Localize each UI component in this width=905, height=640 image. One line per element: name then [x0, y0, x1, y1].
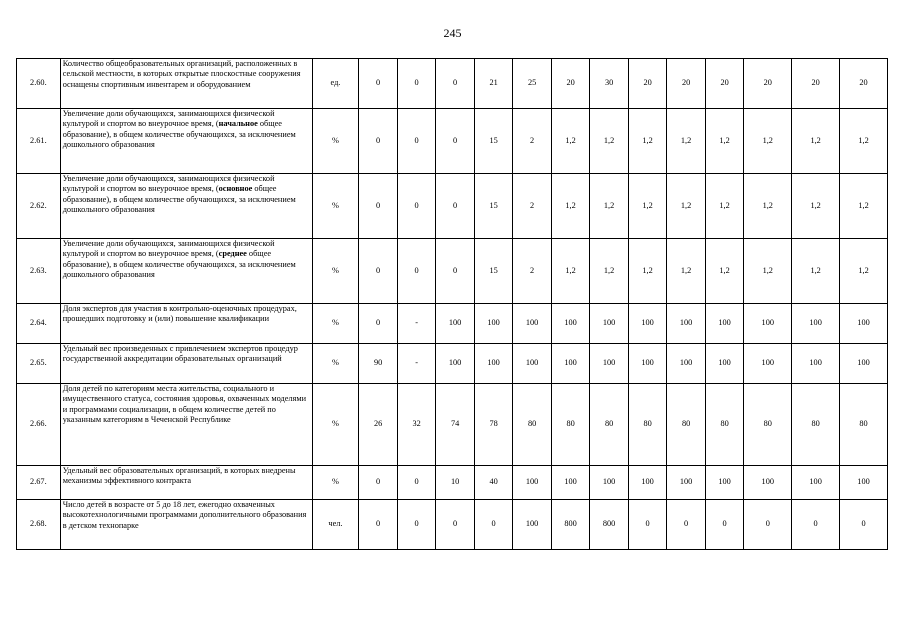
description-text: Количество общеобразовательных организаций, расположенных в сельской местности, в которых открытые плоскостные сооружения оснащены спортивным инвентарем и оборудованием [62, 59, 301, 89]
row-number: 2.67. [17, 466, 61, 500]
value-cell: 0 [397, 500, 436, 550]
description-text: Увеличение доли обучающихся, занимающихся физической культурой и спортом во внеурочное время, ( [62, 239, 275, 259]
value-cell: 100 [744, 466, 792, 500]
table-row [17, 500, 888, 550]
description-text-tail: общее образование), в общем количестве обучающихся, за исключением дошкольного образования [62, 249, 296, 279]
value-cell: 0 [359, 500, 398, 550]
value-cell: 80 [840, 384, 888, 466]
table-body [17, 59, 888, 550]
value-cell: 1,2 [667, 109, 706, 174]
value-cell: 100 [590, 304, 629, 344]
row-number: 2.60. [17, 59, 61, 109]
value-cell: 100 [628, 466, 667, 500]
value-cell: 1,2 [840, 239, 888, 304]
value-cell: 1,2 [744, 109, 792, 174]
value-cell: 1,2 [628, 109, 667, 174]
unit-cell: % [312, 239, 359, 304]
value-cell: 1,2 [840, 109, 888, 174]
unit-cell: % [312, 304, 359, 344]
value-cell: 1,2 [590, 109, 629, 174]
value-cell: 20 [840, 59, 888, 109]
value-cell: 1,2 [792, 109, 840, 174]
value-cell: 15 [474, 174, 513, 239]
value-cell: 0 [436, 174, 475, 239]
value-cell: 74 [436, 384, 475, 466]
value-cell: - [397, 304, 436, 344]
value-cell: 1,2 [705, 174, 744, 239]
value-cell: 100 [792, 344, 840, 384]
description-text: Удельный вес образовательных организаций, в которых внедрены механизмы эффективного контракта [62, 466, 296, 486]
value-cell: 0 [792, 500, 840, 550]
value-cell: 100 [513, 466, 552, 500]
value-cell: 0 [397, 239, 436, 304]
value-cell: 15 [474, 239, 513, 304]
value-cell: 26 [359, 384, 398, 466]
value-cell: 1,2 [551, 239, 590, 304]
value-cell: 10 [436, 466, 475, 500]
value-cell: 100 [513, 500, 552, 550]
table-row [17, 239, 888, 304]
row-number: 2.65. [17, 344, 61, 384]
value-cell: 100 [474, 344, 513, 384]
indicator-description [60, 344, 312, 384]
value-cell: 1,2 [628, 174, 667, 239]
value-cell: 100 [551, 304, 590, 344]
value-cell: 100 [840, 304, 888, 344]
indicator-description [60, 109, 312, 174]
value-cell: 2 [513, 109, 552, 174]
value-cell: 1,2 [590, 239, 629, 304]
value-cell: 20 [744, 59, 792, 109]
value-cell: 1,2 [792, 174, 840, 239]
value-cell: 100 [474, 304, 513, 344]
value-cell: 2 [513, 239, 552, 304]
row-number: 2.68. [17, 500, 61, 550]
value-cell: 1,2 [628, 239, 667, 304]
row-number: 2.64. [17, 304, 61, 344]
value-cell: 1,2 [551, 109, 590, 174]
row-number: 2.62. [17, 174, 61, 239]
table-row [17, 174, 888, 239]
value-cell: 100 [792, 304, 840, 344]
value-cell: 2 [513, 174, 552, 239]
indicator-description [60, 174, 312, 239]
value-cell: 0 [397, 466, 436, 500]
value-cell: 100 [667, 466, 706, 500]
description-text: Увеличение доли обучающихся, занимающихся физической культурой и спортом во внеурочное время, ( [62, 174, 275, 194]
indicators-table [16, 58, 888, 550]
description-text: Увеличение доли обучающихся, занимающихся физической культурой и спортом во внеурочное время, ( [62, 109, 275, 129]
value-cell: 100 [705, 304, 744, 344]
value-cell: 20 [792, 59, 840, 109]
value-cell: 80 [590, 384, 629, 466]
value-cell: 0 [359, 466, 398, 500]
value-cell: 0 [436, 500, 475, 550]
value-cell: 1,2 [590, 174, 629, 239]
table-row [17, 59, 888, 109]
table-row [17, 304, 888, 344]
value-cell: 30 [590, 59, 629, 109]
value-cell: 20 [705, 59, 744, 109]
value-cell: 100 [551, 344, 590, 384]
description-emphasis: основное [218, 184, 253, 194]
value-cell: 80 [513, 384, 552, 466]
value-cell: 1,2 [667, 174, 706, 239]
value-cell: 100 [436, 344, 475, 384]
description-text-tail: общее образование), в общем количестве обучающихся, за исключением дошкольного образования [62, 119, 296, 149]
value-cell: 1,2 [744, 174, 792, 239]
value-cell: - [397, 344, 436, 384]
value-cell: 20 [628, 59, 667, 109]
page-number: 245 [443, 26, 462, 40]
value-cell: 0 [359, 304, 398, 344]
indicator-description [60, 239, 312, 304]
unit-cell: % [312, 344, 359, 384]
value-cell: 80 [744, 384, 792, 466]
value-cell: 1,2 [705, 109, 744, 174]
description-emphasis: начальное [218, 119, 258, 129]
row-number: 2.63. [17, 239, 61, 304]
value-cell: 100 [792, 466, 840, 500]
value-cell: 0 [397, 109, 436, 174]
value-cell: 25 [513, 59, 552, 109]
value-cell: 0 [705, 500, 744, 550]
value-cell: 32 [397, 384, 436, 466]
value-cell: 100 [628, 344, 667, 384]
table-row [17, 384, 888, 466]
value-cell: 100 [513, 344, 552, 384]
unit-cell: % [312, 384, 359, 466]
unit-cell: ед. [312, 59, 359, 109]
value-cell: 21 [474, 59, 513, 109]
indicator-description [60, 500, 312, 550]
unit-cell: % [312, 466, 359, 500]
table-row [17, 466, 888, 500]
value-cell: 0 [359, 239, 398, 304]
value-cell: 1,2 [551, 174, 590, 239]
indicator-description [60, 384, 312, 466]
value-cell: 100 [590, 344, 629, 384]
value-cell: 100 [840, 344, 888, 384]
value-cell: 0 [628, 500, 667, 550]
value-cell: 100 [667, 344, 706, 384]
value-cell: 78 [474, 384, 513, 466]
value-cell: 0 [840, 500, 888, 550]
table-row [17, 109, 888, 174]
unit-cell: % [312, 174, 359, 239]
value-cell: 100 [744, 344, 792, 384]
description-text: Доля экспертов для участия в контрольно-оценочных процедурах, прошедших подготовку и (или) повышение квалификации [62, 304, 297, 324]
description-text: Число детей в возрасте от 5 до 18 лет, ежегодно охваченных высокотехнологичными программами дополнительного образования в детском технопарке [62, 500, 307, 530]
value-cell: 40 [474, 466, 513, 500]
value-cell: 1,2 [667, 239, 706, 304]
description-text: Удельный вес произведенных с привлечением экспертов процедур государственной аккредитации образовательных организаций [62, 344, 298, 364]
value-cell: 100 [628, 304, 667, 344]
value-cell: 0 [359, 174, 398, 239]
value-cell: 1,2 [705, 239, 744, 304]
value-cell: 20 [667, 59, 706, 109]
value-cell: 100 [590, 466, 629, 500]
description-text-tail: общее образование), в общем количестве обучающихся, за исключением дошкольного образования [62, 184, 296, 214]
value-cell: 0 [359, 109, 398, 174]
value-cell: 800 [590, 500, 629, 550]
value-cell: 20 [551, 59, 590, 109]
value-cell: 0 [436, 239, 475, 304]
value-cell: 100 [551, 466, 590, 500]
unit-cell: % [312, 109, 359, 174]
value-cell: 0 [436, 59, 475, 109]
value-cell: 100 [744, 304, 792, 344]
unit-cell: чел. [312, 500, 359, 550]
value-cell: 1,2 [840, 174, 888, 239]
indicator-description [60, 59, 312, 109]
value-cell: 0 [474, 500, 513, 550]
value-cell: 80 [667, 384, 706, 466]
value-cell: 100 [513, 304, 552, 344]
description-emphasis: среднее [218, 249, 247, 259]
value-cell: 0 [397, 174, 436, 239]
value-cell: 80 [705, 384, 744, 466]
row-number: 2.61. [17, 109, 61, 174]
value-cell: 100 [667, 304, 706, 344]
value-cell: 90 [359, 344, 398, 384]
description-text: Доля детей по категориям места жительства, социального и имущественного статуса, состояния здоровья, охваченных моделями и программами социализации, в общем количестве детей по указанным категориям в Чеченской Республике [62, 384, 307, 424]
value-cell: 1,2 [744, 239, 792, 304]
value-cell: 0 [397, 59, 436, 109]
value-cell: 80 [551, 384, 590, 466]
value-cell: 0 [667, 500, 706, 550]
value-cell: 80 [792, 384, 840, 466]
value-cell: 100 [840, 466, 888, 500]
table-row [17, 344, 888, 384]
value-cell: 1,2 [792, 239, 840, 304]
value-cell: 800 [551, 500, 590, 550]
value-cell: 0 [359, 59, 398, 109]
row-number: 2.66. [17, 384, 61, 466]
value-cell: 0 [744, 500, 792, 550]
value-cell: 100 [705, 466, 744, 500]
value-cell: 100 [436, 304, 475, 344]
indicator-description [60, 304, 312, 344]
value-cell: 100 [705, 344, 744, 384]
value-cell: 0 [436, 109, 475, 174]
value-cell: 15 [474, 109, 513, 174]
value-cell: 80 [628, 384, 667, 466]
indicator-description [60, 466, 312, 500]
